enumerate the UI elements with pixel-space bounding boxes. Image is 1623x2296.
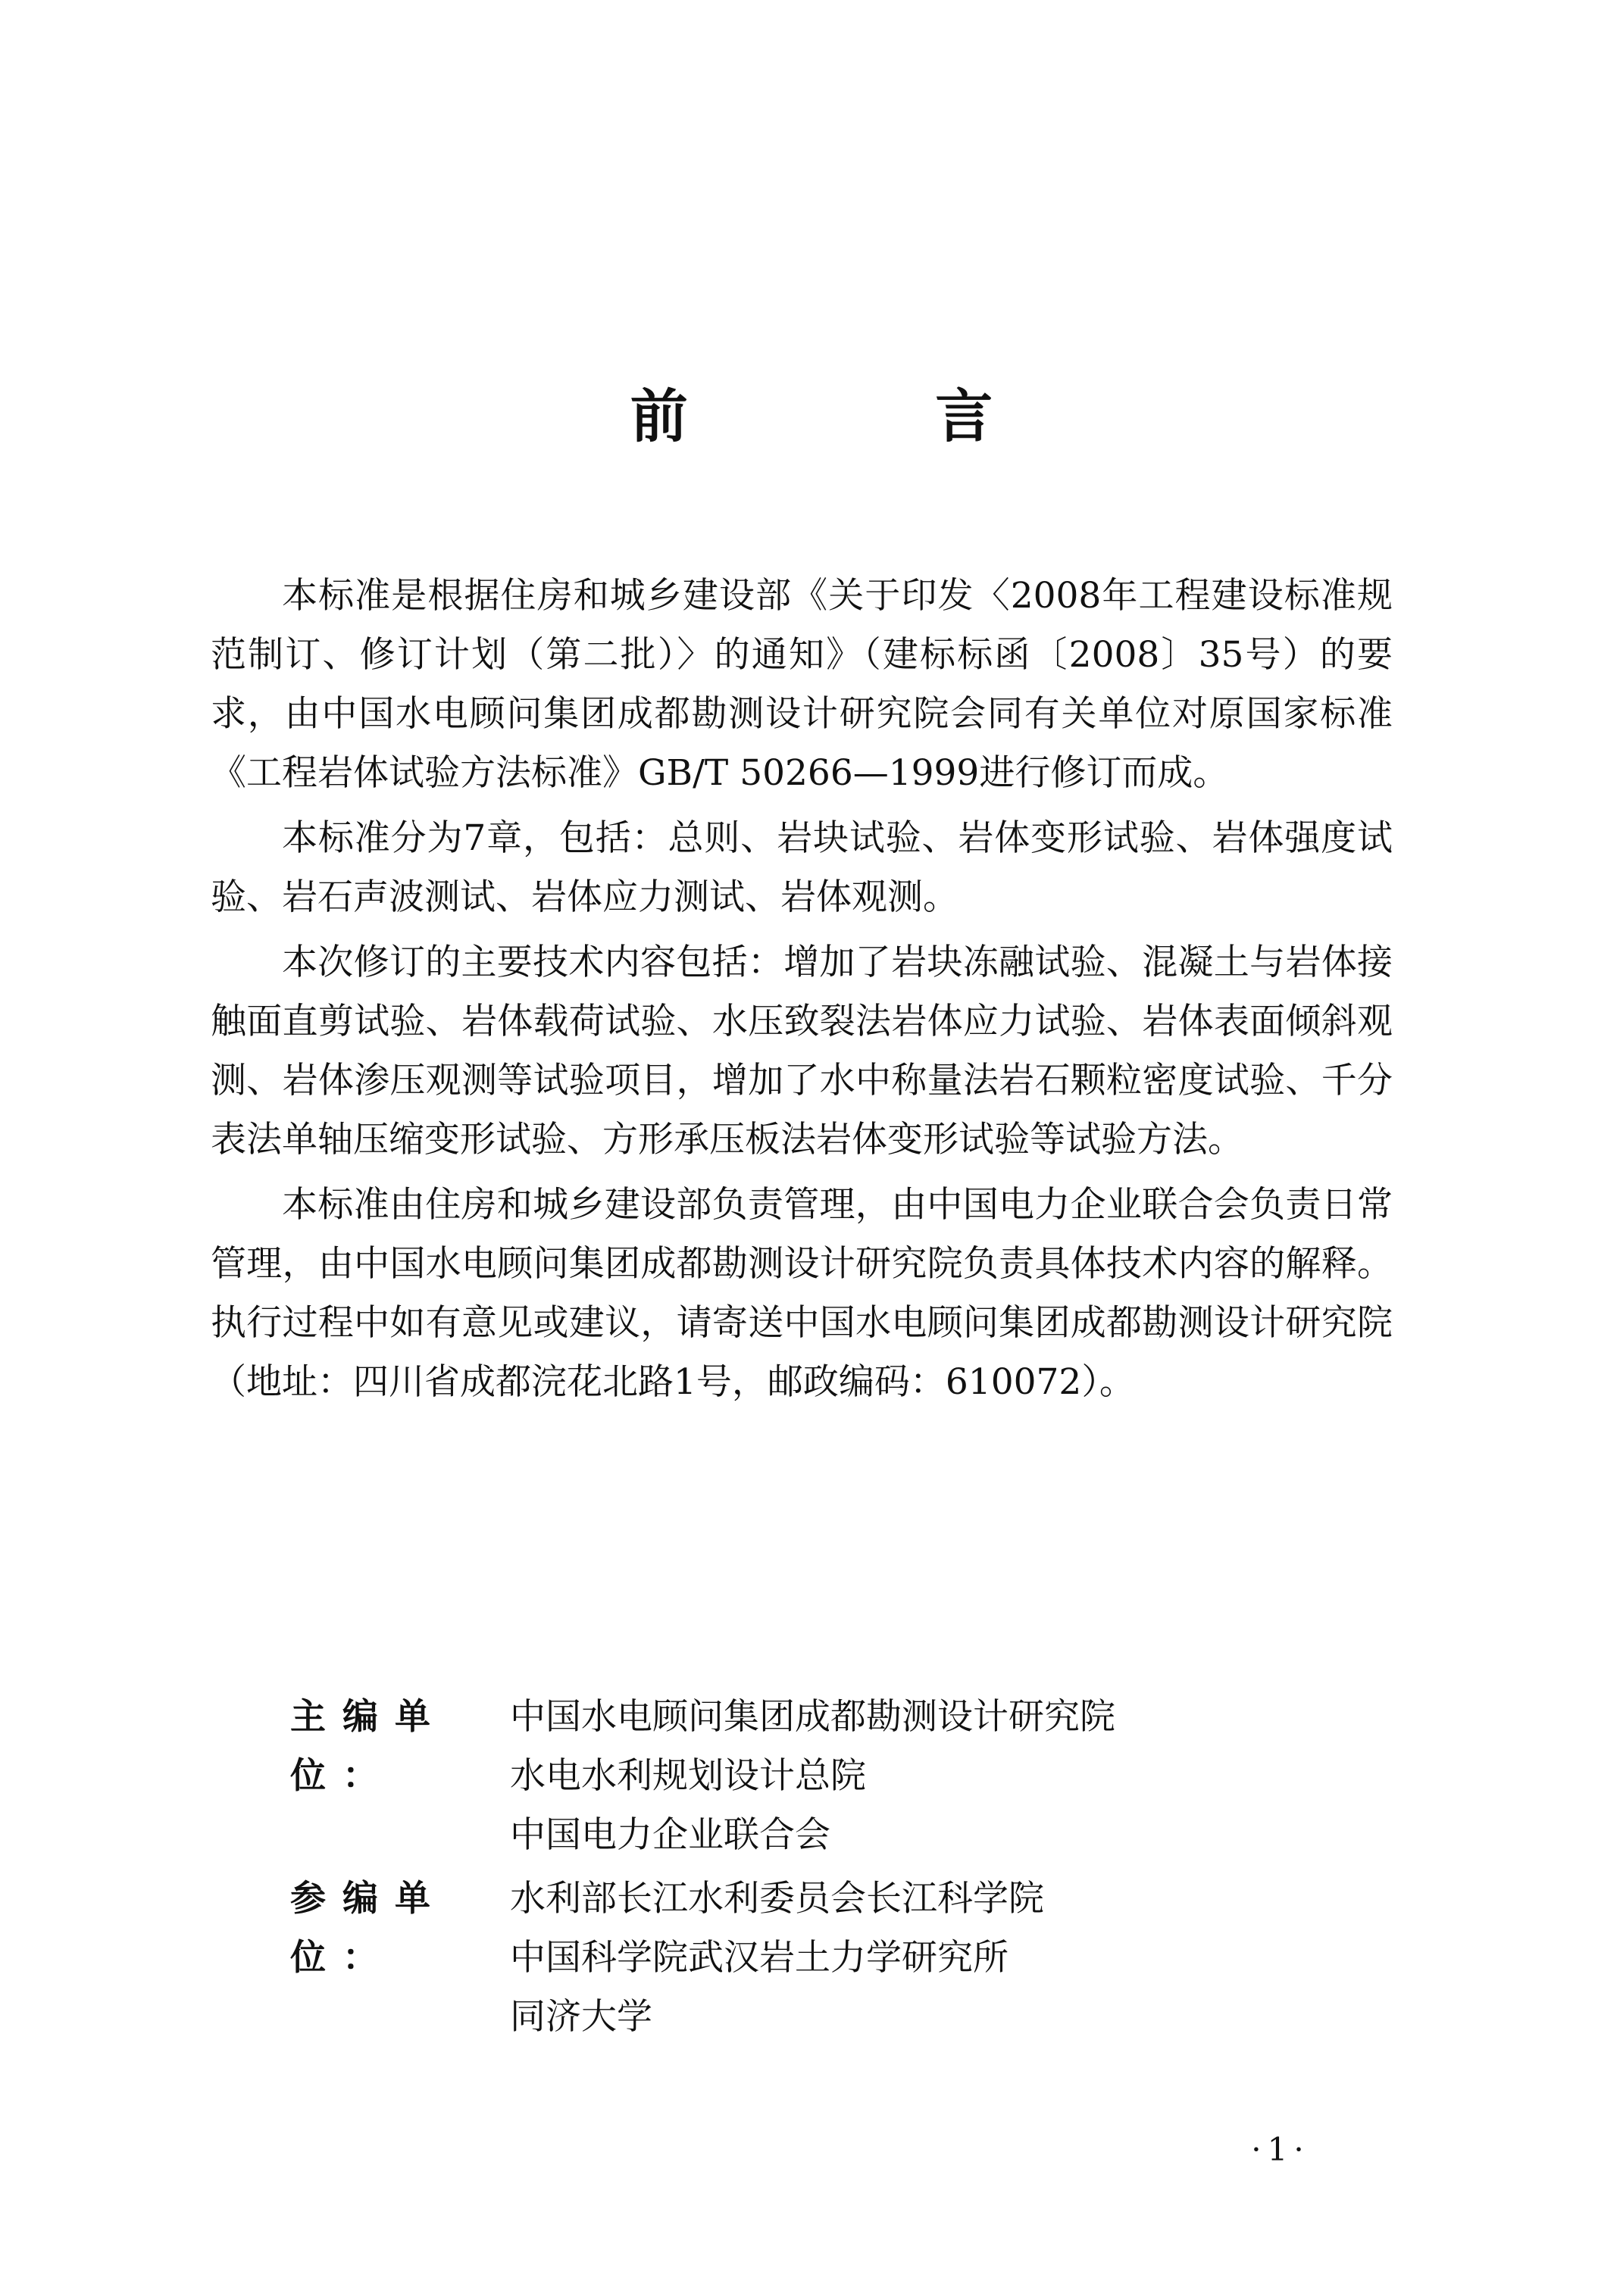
- participating-list: [510, 1870, 1351, 2047]
- chief-editor-unit: 中国电力企业联合会: [510, 1814, 830, 1856]
- page-title: 前 言: [630, 383, 1107, 450]
- participating-unit: 水利部长江水利委员会长江科学院: [510, 1878, 1044, 1920]
- participating-unit: 同济大学: [510, 1996, 652, 2038]
- participating-unit: 中国科学院武汉岩土力学研究所: [510, 1937, 1009, 1979]
- chief-editor-block: [290, 1688, 1351, 1865]
- chief-editor-label: 主编单位：: [290, 1696, 447, 1797]
- paragraph-structure: 本标准分为7章，包括：总则、岩块试验、岩体变形试验、岩体强度试验、岩石声波测试、岩体应力测试、岩体观测。: [211, 817, 1393, 918]
- paragraph-management: 本标准由住房和城乡建设部负责管理，由中国电力企业联合会负责日常管理，由中国水电顾问集团成都勘测设计研究院负责具体技术内容的解释。执行过程中如有意见或建议，请寄送中国水电顾问集团成都勘测设计研究院（地址：四川省成都浣花北路1号，邮政编码：610072）。: [211, 1184, 1393, 1403]
- participating-block: [290, 1870, 1351, 2047]
- chief-editor-unit: 中国水电顾问集团成都勘测设计研究院: [510, 1696, 1115, 1738]
- body-text: [211, 567, 1393, 1418]
- page-number: ·1·: [1251, 2131, 1310, 2168]
- paragraph-basis: 本标准是根据住房和城乡建设部《关于印发〈2008年工程建设标准规范制订、修订计划（第二批）〉的通知》（建标标函〔2008〕35号）的要求，由中国水电顾问集团成都勘测设计研究院会同有关单位对原国家标准《工程岩体试验方法标准》GB/T 50266—1999进行修订而成。: [211, 575, 1393, 794]
- organizations: [290, 1688, 1351, 2051]
- participating-label: 参编单位：: [290, 1878, 447, 1979]
- chief-editor-unit: 水电水利规划设计总院: [510, 1755, 866, 1797]
- paragraph-revisions: 本次修订的主要技术内容包括：增加了岩块冻融试验、混凝土与岩体接触面直剪试验、岩体载荷试验、水压致裂法岩体应力试验、岩体表面倾斜观测、岩体渗压观测等试验项目，增加了水中称量法岩石颗粒密度试验、千分表法单轴压缩变形试验、方形承压板法岩体变形试验等试验方法。: [211, 942, 1393, 1160]
- chief-editor-list: [510, 1688, 1351, 1865]
